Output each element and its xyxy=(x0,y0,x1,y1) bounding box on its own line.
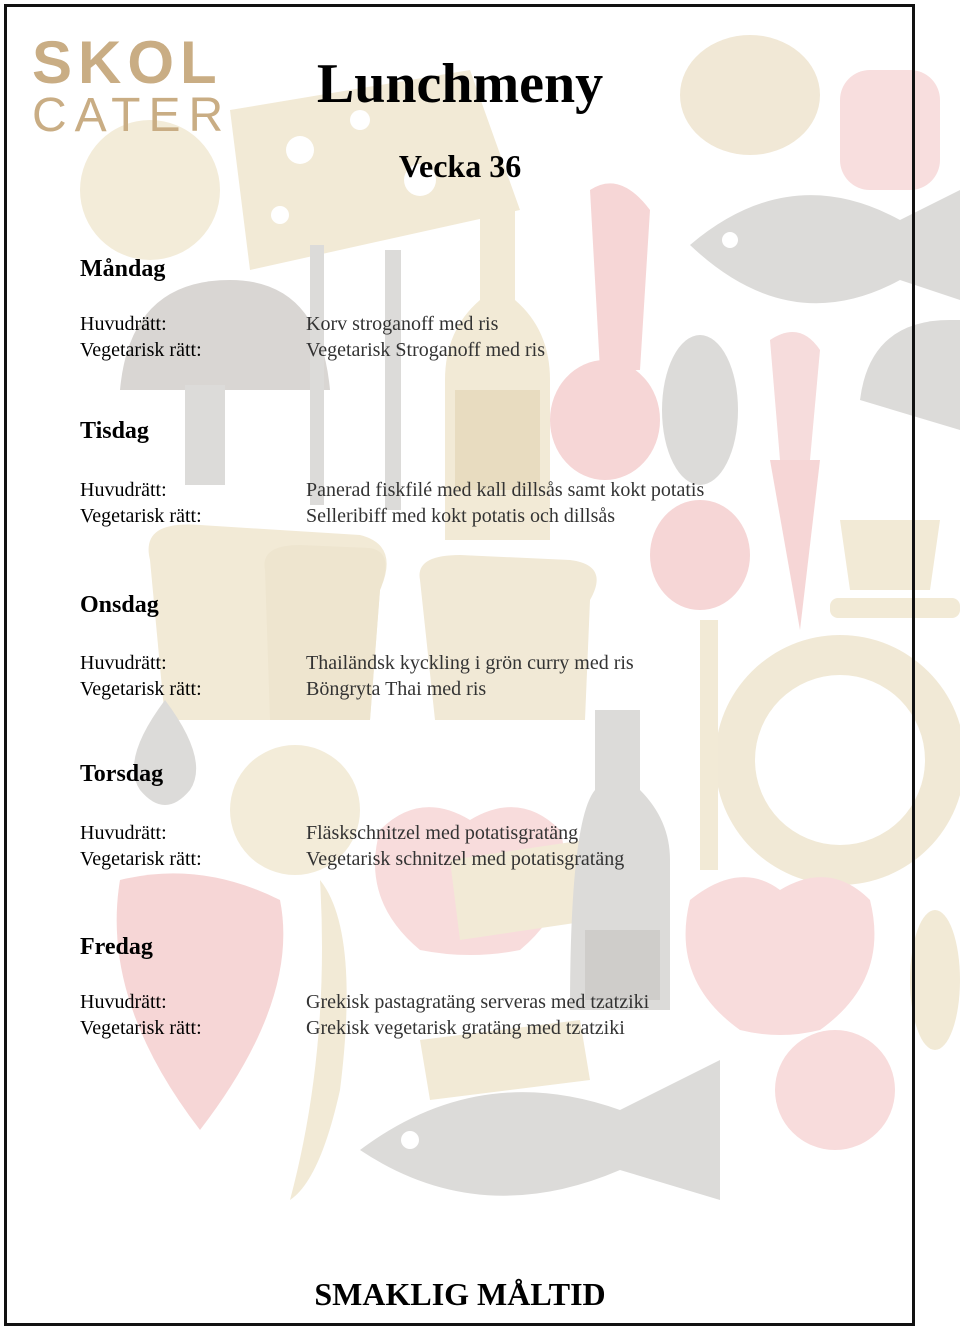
logo-line-2: CATER xyxy=(32,89,232,142)
main-dish-label: Huvudrätt: xyxy=(80,822,167,844)
day-heading-monday: Måndag xyxy=(80,256,166,282)
veg-dish-friday: Grekisk vegetarisk gratäng med tzatziki xyxy=(306,1017,625,1039)
page-title: Lunchmeny xyxy=(316,53,604,115)
main-dish-wednesday: Thailändsk kyckling i grön curry med ris xyxy=(306,652,634,674)
veg-dish-tuesday: Selleribiff med kokt potatis och dillsås xyxy=(306,505,616,527)
footer-greeting: SMAKLIG MÅLTID xyxy=(314,1276,606,1312)
day-heading-wednesday: Onsdag xyxy=(80,592,159,618)
veg-dish-label: Vegetarisk rätt: xyxy=(80,1017,202,1039)
veg-dish-label: Vegetarisk rätt: xyxy=(80,848,202,870)
day-heading-tuesday: Tisdag xyxy=(80,418,149,444)
veg-dish-thursday: Vegetarisk schnitzel med potatisgratäng xyxy=(306,848,625,870)
day-heading-friday: Fredag xyxy=(80,934,153,960)
day-heading-thursday: Torsdag xyxy=(80,761,164,787)
veg-dish-wednesday: Böngryta Thai med ris xyxy=(306,678,487,700)
veg-dish-monday: Vegetarisk Stroganoff med ris xyxy=(306,339,546,361)
veg-dish-label: Vegetarisk rätt: xyxy=(80,339,202,361)
main-dish-label: Huvudrätt: xyxy=(80,313,167,335)
main-dish-label: Huvudrätt: xyxy=(80,479,167,501)
main-dish-friday: Grekisk pastagratäng serveras med tzatziki xyxy=(306,991,650,1013)
veg-dish-label: Vegetarisk rätt: xyxy=(80,505,202,527)
veg-dish-label: Vegetarisk rätt: xyxy=(80,678,202,700)
main-dish-label: Huvudrätt: xyxy=(80,991,167,1013)
main-dish-label: Huvudrätt: xyxy=(80,652,167,674)
main-dish-monday: Korv stroganoff med ris xyxy=(306,313,499,335)
week-label: Vecka 36 xyxy=(398,148,522,184)
main-dish-thursday: Fläskschnitzel med potatisgratäng xyxy=(306,822,579,844)
logo-line-1: SKOL xyxy=(32,29,223,96)
main-dish-tuesday: Panerad fiskfilé med kall dillsås samt kokt potatis xyxy=(306,479,705,501)
